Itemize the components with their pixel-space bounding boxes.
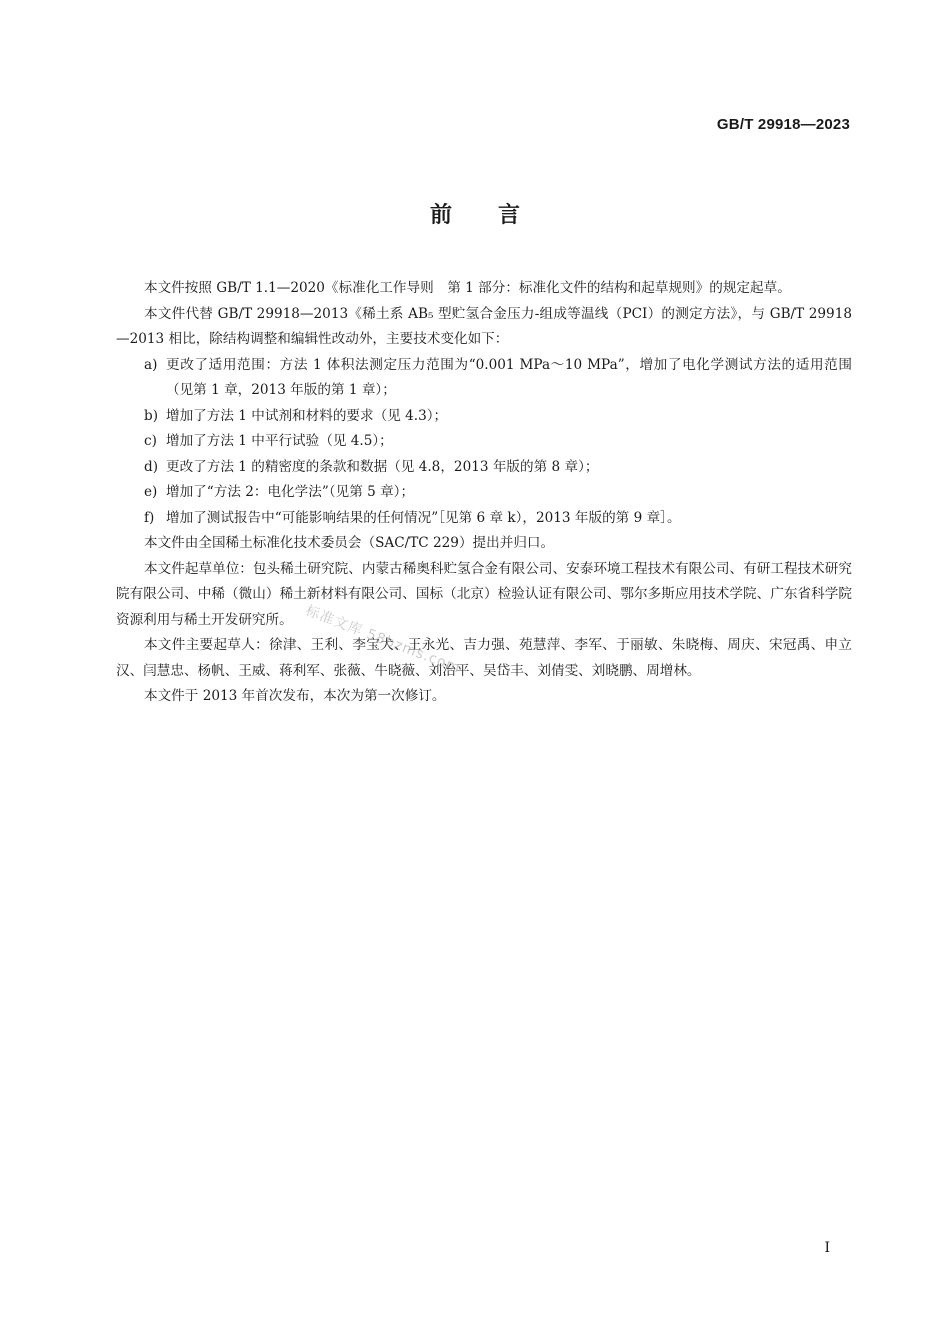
change-item	[116, 506, 852, 532]
change-item	[116, 353, 852, 404]
item-mark: c)	[144, 433, 157, 449]
intro-paragraph: 本文件按照 GB/T 1.1—2020《标准化工作导则 第 1 部分：标准化文件的结构和起草规则》的规定起草。	[144, 280, 791, 296]
item-text: 增加了方法 1 中平行试验（见 4.5）；	[166, 433, 393, 449]
standard-code: GB/T 29918—2023	[716, 116, 850, 133]
page-title: 前言	[429, 203, 566, 228]
outro-paragraph: 本文件于 2013 年首次发布，本次为第一次修订。	[144, 688, 446, 704]
change-item	[116, 429, 852, 455]
item-text: 增加了方法 1 中试剂和材料的要求（见 4.3）；	[166, 407, 448, 424]
change-item	[116, 455, 852, 481]
outro-paragraph: 本文件起草单位：包头稀土研究院、内蒙古稀奥科贮氢合金有限公司、安泰环境工程技术有限公司、有研工程技术研究院有限公司、中稀（微山）稀土新材料有限公司、国标（北京）检验认证有限公司、鄂尔多斯应用技术学院、广东省科学院资源利用与稀土开发研究所。	[116, 560, 852, 628]
outro-paragraph: 本文件由全国稀土标准化技术委员会（SAC/TC 229）提出并归口。	[144, 535, 555, 551]
item-text: 增加了“方法 2：电化学法”（见第 5 章）；	[166, 484, 415, 500]
item-mark: f)	[144, 509, 155, 526]
change-item	[116, 480, 852, 506]
item-mark: a)	[144, 356, 158, 373]
page-number: I	[824, 1240, 830, 1256]
watermark: 标准文库 58bzms.com	[303, 602, 463, 677]
foreword-body	[116, 276, 852, 710]
item-text: 增加了测试报告中“可能影响结果的任何情况”［见第 6 章 k），2013 年版的第 9 章］。	[166, 509, 681, 526]
outro-paragraph: 本文件主要起草人：徐津、王利、李宝犬、王永光、吉力强、苑慧萍、李军、于丽敏、朱晓梅、周庆、宋冠禹、申立汉、闫慧忠、杨帆、王威、蒋利军、张薇、牛晓薇、刘治平、吴岱丰、刘倩雯、刘晓鹏、周增林。	[116, 637, 852, 679]
change-item	[116, 404, 852, 430]
item-text: 更改了适用范围：方法 1 体积法测定压力范围为“0.001 MPa～10 MPa”，增加了电化学测试方法的适用范围（见第 1 章，2013 年版的第 1 章）；	[166, 356, 852, 398]
intro-paragraph: 本文件代替 GB/T 29918—2013《稀土系 AB₅ 型贮氢合金压力-组成等温线（PCI）的测定方法》，与 GB/T 29918—2013 相比，除结构调整和编辑性改动外，主要技术变化如下：	[116, 305, 852, 347]
item-text: 更改了方法 1 的精密度的条款和数据（见 4.8，2013 年版的第 8 章）；	[166, 458, 599, 475]
item-mark: b)	[144, 407, 159, 424]
item-mark: e)	[144, 484, 158, 500]
item-mark: d)	[144, 458, 159, 475]
